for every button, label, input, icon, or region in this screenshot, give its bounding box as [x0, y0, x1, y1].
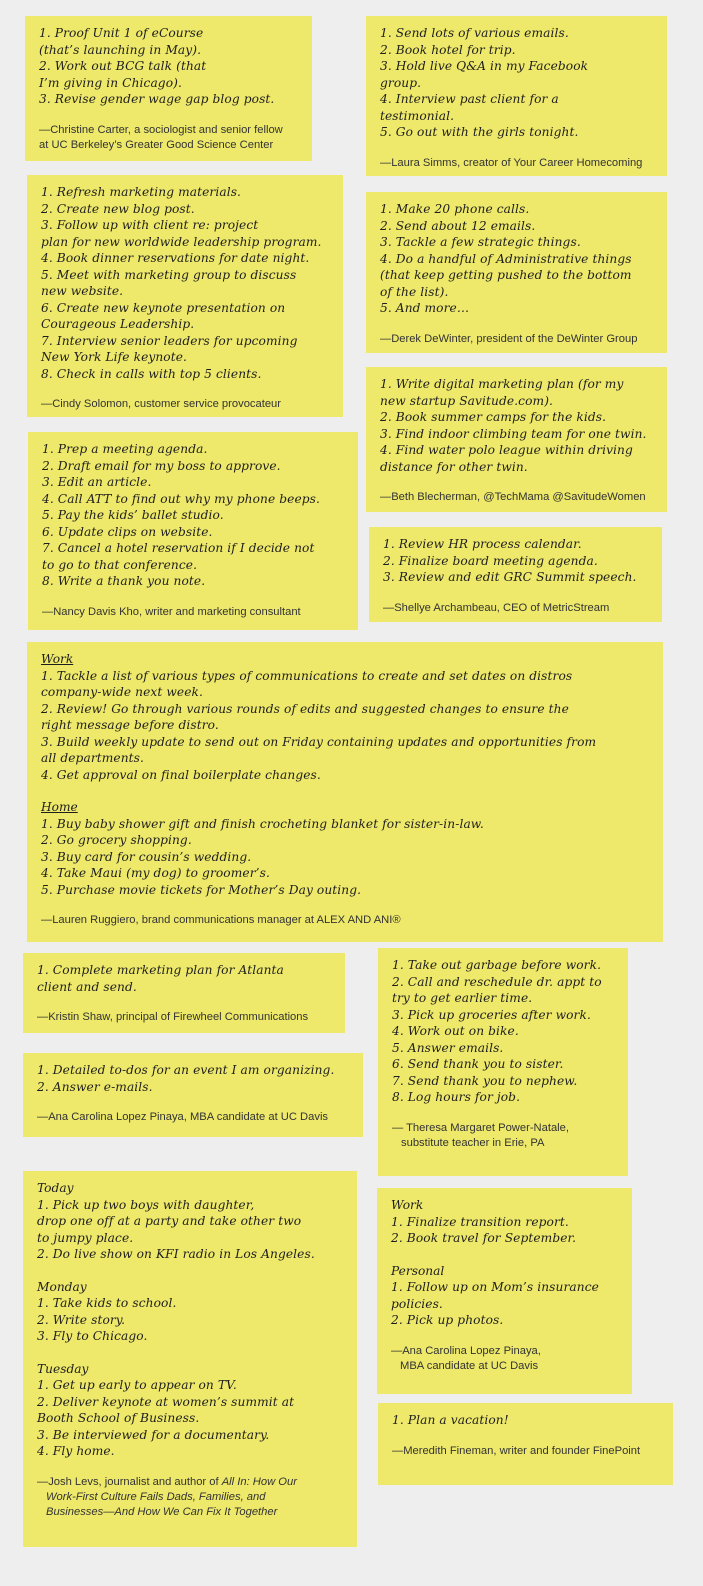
todo-item: 1. Refresh marketing materials.: [41, 185, 242, 199]
section-heading-home: Home: [41, 800, 78, 814]
todo-item: 2. Work out BCG talk (that: [39, 59, 207, 73]
attribution: [380, 156, 655, 171]
attribution-line: at UC Berkeley’s Greater Good Science Center: [39, 138, 274, 151]
todo-list: [37, 1377, 345, 1460]
section-heading-work: Work: [391, 1198, 424, 1212]
sticky-note-ruggiero: [27, 642, 663, 942]
todo-item: 2. Go grocery shopping.: [41, 833, 192, 847]
section-heading-monday: Monday: [37, 1279, 87, 1294]
todo-item: 3. Edit an article.: [42, 475, 152, 489]
todo-item: 4. Call ATT to find out why my phone beeps.: [42, 491, 320, 506]
todo-item: 8. Check in calls with top 5 clients.: [41, 366, 262, 381]
attribution: [380, 490, 655, 505]
todo-item: 1. Write digital marketing plan (for my: [380, 377, 624, 391]
todo-item: 1. Follow up on Mom’s insurance: [391, 1280, 599, 1294]
todo-item: 3. Be interviewed for a documentary.: [37, 1427, 270, 1442]
sticky-note-pinaya-1: [23, 1053, 363, 1137]
todo-item: 4. Book dinner reservations for date night.: [41, 251, 310, 265]
todo-item: 1. Finalize transition report.: [391, 1214, 569, 1229]
todo-item: 4. Work out on bike.: [392, 1024, 519, 1038]
todo-item: 1. Send lots of various emails.: [380, 26, 569, 40]
todo-list: [37, 1197, 345, 1263]
section-heading-tuesday: Tuesday: [37, 1361, 89, 1376]
book-title: All In: How Our: [221, 1475, 297, 1488]
todo-item: Booth School of Business.: [37, 1411, 200, 1425]
todo-item: to go to that conference.: [42, 557, 198, 572]
todo-item: 1. Pick up two boys with daughter,: [37, 1197, 255, 1212]
todo-item: 8. Write a thank you note.: [42, 574, 206, 588]
todo-list: [39, 25, 300, 108]
attribution: [41, 913, 651, 928]
todo-item: 1. Review HR process calendar.: [383, 537, 582, 551]
sticky-note-power-natale: [378, 948, 628, 1176]
attribution: [37, 1010, 333, 1025]
todo-item: 4. Do a handful of Administrative things: [380, 251, 632, 266]
todo-item: right message before distro.: [41, 718, 219, 732]
todo-item: of the list).: [380, 284, 449, 299]
todo-item: 4. Find water polo league within driving: [380, 443, 633, 457]
sticky-note-carter: [25, 16, 312, 161]
todo-list: [391, 1214, 620, 1247]
section-heading-personal: Personal: [391, 1263, 445, 1278]
attribution-line: —Laura Simms, creator of Your Career Homecoming: [380, 156, 643, 169]
sticky-note-fineman: [378, 1403, 673, 1485]
todo-list: [392, 957, 616, 1106]
todo-list: [37, 1062, 351, 1095]
sticky-note-blecherman: [366, 367, 667, 512]
todo-item: 2. Create new blog post.: [41, 201, 195, 216]
todo-item: 1. Proof Unit 1 of eCourse: [39, 26, 204, 40]
todo-item: 2. Do live show on KFI radio in Los Angeles.: [37, 1247, 315, 1261]
attribution-line: —Christine Carter, a sociologist and senior fellow: [39, 123, 283, 136]
todo-item: 3. Hold live Q&A in my Facebook: [380, 59, 589, 73]
todo-list: [380, 201, 655, 317]
attribution: [392, 1121, 616, 1151]
todo-item: 1. Plan a vacation!: [392, 1413, 509, 1427]
todo-item: 1. Take kids to school.: [37, 1296, 177, 1310]
attribution-line: —Ana Carolina Lopez Pinaya, MBA candidate at UC Davis: [37, 1111, 329, 1123]
todo-item: 2. Answer e-mails.: [37, 1079, 153, 1094]
todo-item: 3. Tackle a few strategic things.: [380, 235, 581, 249]
todo-item: 1. Complete marketing plan for Atlanta: [37, 963, 284, 977]
attribution: [37, 1110, 351, 1125]
attribution: [391, 1344, 620, 1374]
todo-item: 3. Fly to Chicago.: [37, 1329, 148, 1343]
todo-item: I’m giving in Chicago).: [39, 75, 182, 90]
todo-item: 2. Draft email for my boss to approve.: [42, 458, 281, 473]
attribution: [37, 1475, 345, 1520]
todo-list: [391, 1279, 620, 1329]
todo-item: testimonial.: [380, 108, 455, 123]
todo-item: 7. Interview senior leaders for upcoming: [41, 333, 298, 348]
todo-item: 3. Pick up groceries after work.: [392, 1007, 591, 1022]
todo-item: company-wide next week.: [41, 685, 203, 699]
todo-item: try to get earlier time.: [392, 991, 533, 1005]
todo-item: 7. Send thank you to nephew.: [392, 1073, 578, 1088]
attribution-line: substitute teacher in Erie, PA: [401, 1136, 545, 1149]
todo-item: to jumpy place.: [37, 1230, 134, 1245]
todo-item: 5. Meet with marketing group to discuss: [41, 267, 297, 282]
todo-item: 1. Buy baby shower gift and finish crocheting blanket for sister-in-law.: [41, 816, 484, 831]
todo-item: 2. Book travel for September.: [391, 1231, 577, 1245]
todo-item: 3. Build weekly update to send out on Friday containing updates and opportunities from: [41, 734, 597, 749]
todo-item: 1. Get up early to appear on TV.: [37, 1378, 237, 1392]
todo-item: 8. Log hours for job.: [392, 1090, 521, 1104]
todo-item: 2. Deliver keynote at women’s summit at: [37, 1394, 295, 1409]
attribution: [392, 1444, 661, 1459]
todo-item: New York Life keynote.: [41, 350, 188, 364]
todo-item: 3. Review and edit GRC Summit speech.: [383, 570, 637, 584]
attribution-prefix: —Josh Levs, journalist and author of: [37, 1475, 222, 1488]
todo-item: 2. Review! Go through various rounds of edits and suggested changes to ensure the: [41, 701, 569, 716]
todo-list: [37, 962, 333, 995]
todo-item: drop one off at a party and take other two: [37, 1214, 302, 1228]
todo-list: [380, 376, 655, 475]
todo-item: distance for other twin.: [380, 459, 528, 474]
attribution-line: —Ana Carolina Lopez Pinaya,: [391, 1344, 541, 1357]
attribution: [41, 397, 331, 412]
todo-item: 5. Purchase movie tickets for Mother’s Day outing.: [41, 882, 362, 897]
attribution: [380, 332, 655, 347]
todo-item: 6. Create new keynote presentation on: [41, 300, 286, 315]
todo-item: (that’s launching in May).: [39, 42, 202, 57]
book-title: Work-First Culture Fails Dads, Families, and: [46, 1490, 266, 1503]
todo-item: 1. Tackle a list of various types of communications to create and set dates on distros: [41, 668, 573, 683]
todo-item: 2. Book hotel for trip.: [380, 42, 516, 57]
attribution-line: [37, 1475, 345, 1490]
todo-item: 5. And more…: [380, 301, 470, 315]
todo-item: 2. Send about 12 emails.: [380, 218, 536, 233]
sticky-note-archambeau: [369, 527, 662, 622]
attribution-line: —Derek DeWinter, president of the DeWinter Group: [380, 332, 638, 345]
todo-item: 5. Pay the kids’ ballet studio.: [42, 508, 224, 522]
todo-list: [41, 668, 651, 784]
todo-list: [380, 25, 655, 141]
attribution-line: —Lauren Ruggiero, brand communications manager at ALEX AND ANI®: [41, 914, 401, 926]
todo-item: policies.: [391, 1296, 443, 1311]
sticky-note-levs: [23, 1171, 357, 1547]
book-title: Businesses—And How We Can Fix It Together: [46, 1505, 278, 1518]
attribution-line: —Cindy Solomon, customer service provocateur: [41, 398, 282, 410]
section-heading-work: Work: [41, 652, 74, 666]
attribution-line: —Kristin Shaw, principal of Firewheel Communications: [37, 1011, 309, 1023]
sticky-note-solomon: [27, 175, 343, 417]
attribution: [42, 605, 346, 620]
todo-item: 7. Cancel a hotel reservation if I decide not: [42, 541, 315, 555]
todo-item: 3. Revise gender wage gap blog post.: [39, 92, 275, 106]
todo-item: 6. Update clips on website.: [42, 524, 213, 539]
attribution-line: —Meredith Fineman, writer and founder FinePoint: [392, 1444, 641, 1457]
todo-item: 4. Fly home.: [37, 1444, 115, 1458]
section-heading-today: Today: [37, 1181, 74, 1195]
todo-item: 1. Make 20 phone calls.: [380, 202, 530, 216]
sticky-note-simms: [366, 16, 667, 176]
todo-item: plan for new worldwide leadership program.: [41, 234, 322, 249]
todo-item: 5. Answer emails.: [392, 1040, 504, 1055]
todo-item: 2. Book summer camps for the kids.: [380, 410, 607, 424]
todo-item: group.: [380, 75, 422, 90]
todo-item: 2. Call and reschedule dr. appt to: [392, 974, 602, 989]
todo-item: 1. Detailed to-dos for an event I am organizing.: [37, 1063, 335, 1077]
todo-item: new website.: [41, 284, 124, 298]
todo-list: [41, 816, 651, 899]
todo-item: 1. Prep a meeting agenda.: [42, 442, 208, 456]
todo-item: 3. Find indoor climbing team for one twin.: [380, 426, 647, 441]
attribution-line: — Theresa Margaret Power-Natale,: [392, 1121, 570, 1134]
todo-item: 2. Pick up photos.: [391, 1313, 504, 1327]
todo-item: 4. Get approval on final boilerplate changes.: [41, 767, 321, 782]
attribution-line: —Nancy Davis Kho, writer and marketing consultant: [42, 605, 301, 618]
todo-item: 5. Go out with the girls tonight.: [380, 125, 579, 139]
todo-item: 6. Send thank you to sister.: [392, 1057, 564, 1071]
attribution-line: —Shellye Archambeau, CEO of MetricStream: [383, 601, 610, 614]
todo-list: [37, 1295, 345, 1345]
attribution: [39, 123, 300, 153]
todo-item: new startup Savitude.com).: [380, 393, 554, 408]
todo-item: (that keep getting pushed to the bottom: [380, 268, 632, 282]
todo-list: [383, 536, 650, 586]
sticky-note-kho: [28, 432, 358, 630]
sticky-note-dewinter: [366, 192, 667, 353]
sticky-note-pinaya-2: [377, 1188, 632, 1394]
todo-item: client and send.: [37, 979, 137, 994]
todo-item: 3. Buy card for cousin’s wedding.: [41, 849, 252, 864]
todo-item: 3. Follow up with client re: project: [41, 218, 259, 232]
todo-item: 4. Interview past client for a: [380, 92, 559, 106]
todo-item: 2. Finalize board meeting agenda.: [383, 553, 598, 568]
sticky-note-shaw: [23, 953, 345, 1033]
todo-item: all departments.: [41, 751, 144, 765]
todo-list: [41, 184, 331, 382]
todo-list: [392, 1412, 661, 1429]
attribution: [383, 601, 650, 616]
todo-item: Courageous Leadership.: [41, 317, 195, 331]
todo-list: [42, 441, 346, 590]
todo-item: 1. Take out garbage before work.: [392, 958, 602, 972]
todo-item: 2. Write story.: [37, 1312, 126, 1327]
attribution-line: MBA candidate at UC Davis: [400, 1359, 539, 1372]
todo-item: 4. Take Maui (my dog) to groomer’s.: [41, 866, 270, 880]
attribution-line: —Beth Blecherman, @TechMama @SavitudeWomen: [380, 491, 646, 503]
